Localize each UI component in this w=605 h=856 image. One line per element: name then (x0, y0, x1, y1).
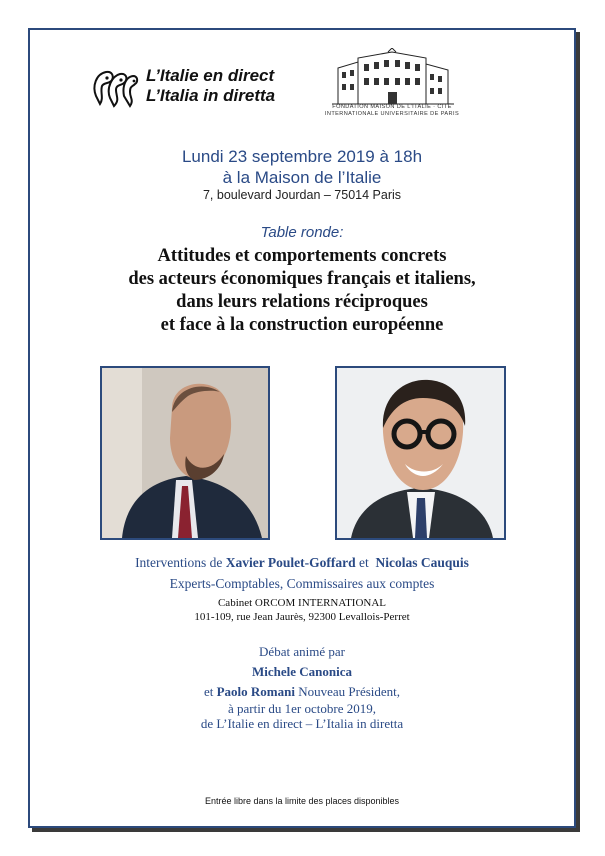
title-line: et face à la construction européenne (160, 315, 444, 335)
speaker-name-1: Xavier Poulet-Goffard (225, 555, 356, 570)
speaker-photo-nicolas (335, 366, 506, 540)
cabinet-name: Cabinet ORCOM INTERNATIONAL (217, 597, 387, 609)
title-line: dans leurs relations réciproques (176, 292, 428, 312)
event-address: 7, boulevard Jourdan – 75014 Paris (202, 188, 402, 202)
president-role: Nouveau Président, (294, 684, 401, 699)
speaker-portrait-icon (337, 368, 504, 538)
italie-en-direct-wordmark (146, 66, 275, 106)
logo-line-fr: L’Italie en direct (146, 66, 275, 85)
footer-note: Entrée libre dans la limite des places disponibles (204, 796, 400, 806)
speaker-portrait-icon (102, 368, 268, 538)
speaker-photo-xavier (100, 366, 270, 540)
frame-shadow-bottom (32, 828, 580, 832)
speakers-roles: Experts-Comptables, Commissaires aux comptes (169, 576, 435, 591)
italie-en-direct-logo-icon (90, 66, 140, 110)
maison-de-l-italie-caption: FONDATION MAISON DE L’ITALIE · CITÉ INTERNATIONALE UNIVERSITAIRE DE PARIS (324, 104, 460, 117)
cabinet-block (28, 596, 576, 624)
debate-intro: Débat animé par (259, 644, 345, 659)
event-date-block (28, 146, 576, 188)
cabinet-address: 101-109, rue Jean Jaurès, 92300 Levallois-Perret (194, 611, 410, 623)
speaker-name-2: Nicolas Cauquis (375, 555, 469, 570)
president-from: à partir du 1er octobre 2019, (227, 701, 376, 716)
event-venue: à la Maison de l’Italie (222, 168, 382, 187)
speakers-line (28, 555, 576, 571)
title-line: des acteurs économiques français et italiens, (128, 269, 476, 289)
president-name: Paolo Romani (216, 684, 295, 699)
debate-block (28, 642, 576, 732)
president-line (28, 682, 576, 702)
frame-shadow-right (576, 32, 580, 830)
speakers-prefix: Interventions de (135, 555, 226, 570)
speakers-connector: et (355, 555, 376, 570)
moderator-name: Michele Canonica (251, 664, 352, 679)
president-org: de L’Italie en direct – L’Italia in diretta (200, 716, 404, 731)
debate-and: et (203, 684, 217, 699)
maison-de-l-italie-building-icon (328, 48, 458, 112)
event-subtitle: Table ronde: (260, 224, 344, 241)
event-title (28, 245, 576, 337)
logo-line-it: L’Italia in diretta (146, 86, 276, 105)
title-line: Attitudes et comportements concrets (157, 246, 447, 266)
event-date: Lundi 23 septembre 2019 à 18h (181, 147, 423, 166)
